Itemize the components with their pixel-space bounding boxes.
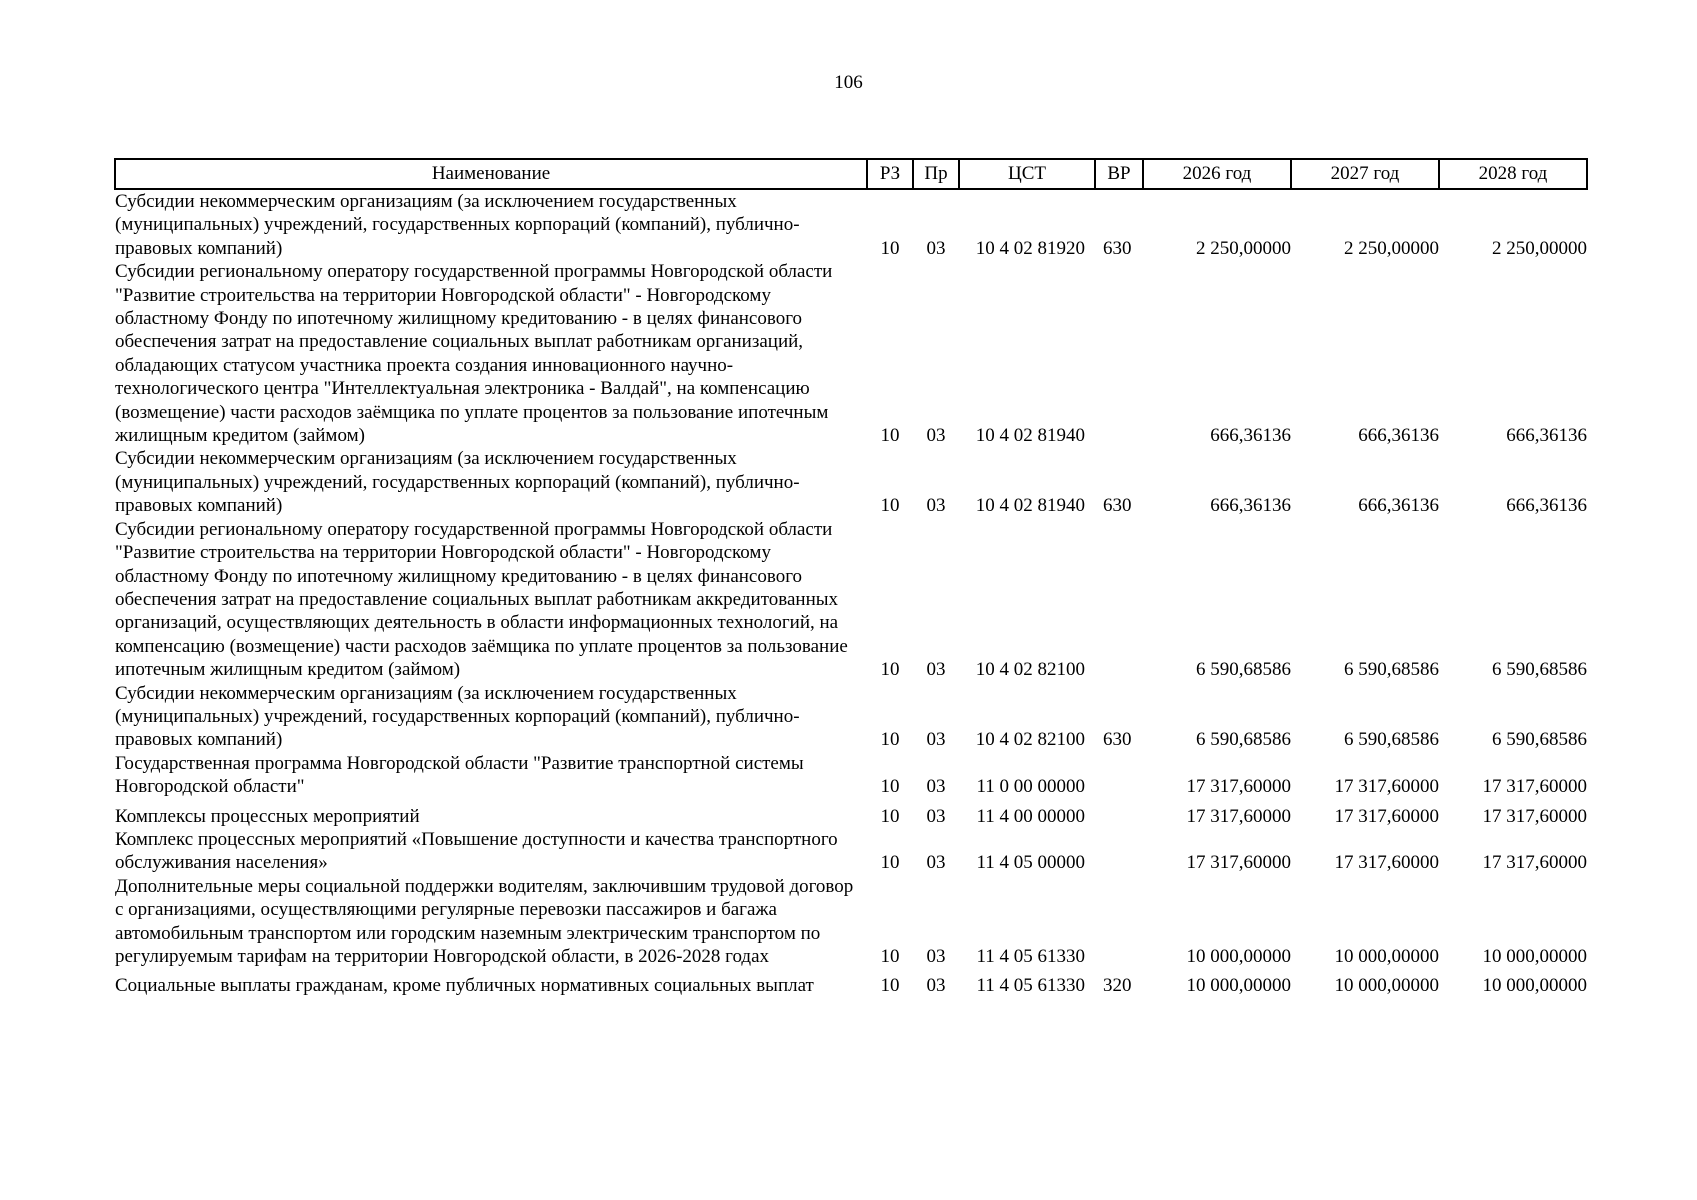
row-vr xyxy=(1095,875,1143,969)
row-2026: 6 590,68586 xyxy=(1196,659,1291,681)
row-rz: 10 xyxy=(880,659,900,681)
row-pr: 03 xyxy=(926,975,946,997)
row-2027: 666,36136 xyxy=(1358,495,1439,517)
row-rz: 10 xyxy=(880,237,900,259)
row-cst: 11 4 05 00000 xyxy=(976,852,1085,874)
row-2028: 17 317,60000 xyxy=(1482,852,1587,874)
header-cst: ЦСТ xyxy=(959,159,1095,189)
row-cst: 11 0 00 00000 xyxy=(976,776,1085,798)
row-2028: 10 000,00000 xyxy=(1482,975,1587,997)
row-2028: 2 250,00000 xyxy=(1492,237,1587,259)
row-name: Социальные выплаты гражданам, кроме публичных нормативных социальных выплат xyxy=(115,975,814,997)
table-row xyxy=(115,799,1587,828)
row-2027: 6 590,68586 xyxy=(1344,729,1439,751)
row-name: Дополнительные меры социальной поддержки водителям, заключившим трудовой договор с организациями, осуществляющими регулярные перевозки пассажиров и багажа автомобильным транспортом или городским наземным электрическим транспортом по регулируемым тарифам на территории Новгородской области, в 2026-2028 годах xyxy=(115,875,854,967)
row-2027: 10 000,00000 xyxy=(1334,946,1439,967)
table-row xyxy=(115,968,1587,997)
header-rz: РЗ xyxy=(867,159,913,189)
row-cst: 10 4 02 81920 xyxy=(975,237,1085,259)
row-cst: 10 4 02 82100 xyxy=(975,729,1085,751)
row-2027: 10 000,00000 xyxy=(1334,975,1439,997)
row-rz: 10 xyxy=(880,776,900,798)
header-2027: 2027 год xyxy=(1291,159,1439,189)
row-vr xyxy=(1095,260,1143,447)
row-vr: 630 xyxy=(1103,237,1132,259)
row-cst: 11 4 05 61330 xyxy=(976,975,1085,997)
row-name: Субсидии некоммерческим организациям (за исключением государственных (муниципальных) учреждений, государственных корпораций (компаний), публично-правовых компаний) xyxy=(115,682,800,751)
row-rz: 10 xyxy=(880,852,900,874)
row-rz: 10 xyxy=(880,729,900,751)
table-header-row xyxy=(115,159,1587,189)
row-cst: 10 4 02 82100 xyxy=(975,659,1085,681)
row-2026: 6 590,68586 xyxy=(1196,729,1291,751)
row-pr: 03 xyxy=(926,729,946,751)
row-name: Субсидии некоммерческим организациям (за исключением государственных (муниципальных) учреждений, государственных корпораций (компаний), публично-правовых компаний) xyxy=(115,448,800,517)
table-row xyxy=(115,189,1587,260)
row-2027: 2 250,00000 xyxy=(1344,237,1439,259)
row-2027: 17 317,60000 xyxy=(1334,852,1439,874)
row-name: Государственная программа Новгородской области "Развитие транспортной системы Новгородской области" xyxy=(115,752,804,798)
header-pr: Пр xyxy=(913,159,959,189)
table-row xyxy=(115,682,1587,752)
row-cst: 11 4 05 61330 xyxy=(976,946,1085,967)
row-2027: 17 317,60000 xyxy=(1334,776,1439,798)
table-row xyxy=(115,752,1587,799)
row-2026: 10 000,00000 xyxy=(1186,975,1291,997)
row-vr: 630 xyxy=(1103,495,1132,517)
row-name: Субсидии региональному оператору государственной программы Новгородской области "Развитие строительства на территории Новгородской области" - Новгородскому областному Фонду по ипотечному жилищному кредитованию - в целях финансового обеспечения затрат на предоставление социальных выплат работникам аккредитованных организаций, осуществляющих деятельность в области информационных технологий, на компенсацию (возмещение) части расходов заёмщика по уплате процентов за пользование ипотечным жилищным кредитом (займом) xyxy=(115,518,848,681)
row-2027: 666,36136 xyxy=(1358,425,1439,447)
row-2026: 2 250,00000 xyxy=(1196,237,1291,259)
row-2026: 666,36136 xyxy=(1210,495,1291,517)
row-2028: 6 590,68586 xyxy=(1492,729,1587,751)
row-vr xyxy=(1095,828,1143,875)
row-2026: 10 000,00000 xyxy=(1186,946,1291,967)
row-cst: 10 4 02 81940 xyxy=(975,495,1085,517)
row-vr xyxy=(1095,799,1143,828)
row-2026: 17 317,60000 xyxy=(1186,852,1291,874)
header-2026: 2026 год xyxy=(1143,159,1291,189)
row-2026: 17 317,60000 xyxy=(1186,776,1291,798)
row-rz: 10 xyxy=(880,975,900,997)
row-2028: 6 590,68586 xyxy=(1492,659,1587,681)
table-row xyxy=(115,260,1587,447)
page-number: 106 xyxy=(834,72,863,93)
row-rz: 10 xyxy=(880,946,900,967)
row-2026: 17 317,60000 xyxy=(1186,805,1291,827)
row-cst: 10 4 02 81940 xyxy=(975,425,1085,447)
row-pr: 03 xyxy=(926,495,946,517)
row-2028: 17 317,60000 xyxy=(1482,776,1587,798)
row-pr: 03 xyxy=(926,776,946,798)
row-2027: 17 317,60000 xyxy=(1334,805,1439,827)
row-vr: 320 xyxy=(1103,975,1132,997)
table-row xyxy=(115,875,1587,969)
row-rz: 10 xyxy=(880,425,900,447)
row-rz: 10 xyxy=(880,805,900,827)
table-row xyxy=(115,447,1587,517)
row-pr: 03 xyxy=(926,946,946,967)
row-vr xyxy=(1095,518,1143,682)
row-2028: 666,36136 xyxy=(1506,425,1587,447)
row-pr: 03 xyxy=(926,852,946,874)
row-2028: 666,36136 xyxy=(1506,495,1587,517)
row-2028: 10 000,00000 xyxy=(1482,946,1587,967)
budget-table xyxy=(114,158,1588,998)
row-vr xyxy=(1095,752,1143,799)
table-row xyxy=(115,518,1587,682)
row-name: Комплексы процессных мероприятий xyxy=(115,805,420,827)
header-2028: 2028 год xyxy=(1439,159,1587,189)
row-2027: 6 590,68586 xyxy=(1344,659,1439,681)
row-2028: 17 317,60000 xyxy=(1482,805,1587,827)
row-2026: 666,36136 xyxy=(1210,425,1291,447)
row-pr: 03 xyxy=(926,425,946,447)
header-name: Наименование xyxy=(115,159,867,189)
row-cst: 11 4 00 00000 xyxy=(976,805,1085,827)
row-pr: 03 xyxy=(926,805,946,827)
row-name: Субсидии некоммерческим организациям (за исключением государственных (муниципальных) учреждений, государственных корпораций (компаний), публично-правовых компаний) xyxy=(115,191,800,259)
row-name: Комплекс процессных мероприятий «Повышение доступности и качества транспортного обслуживания населения» xyxy=(115,828,838,874)
table-row xyxy=(115,828,1587,875)
row-pr: 03 xyxy=(926,659,946,681)
header-vr: ВР xyxy=(1095,159,1143,189)
row-pr: 03 xyxy=(926,237,946,259)
row-name: Субсидии региональному оператору государственной программы Новгородской области "Развитие строительства на территории Новгородской области" - Новгородскому областному Фонду по ипотечному жилищному кредитованию - в целях финансового обеспечения затрат на предоставление социальных выплат работникам организаций, обладающих статусом участника проекта создания инновационного научно-технологического центра "Интеллектуальная электроника - Валдай", на компенсацию (возмещение) части расходов заёмщика по уплате процентов за пользование ипотечным жилищным кредитом (займом) xyxy=(115,261,833,447)
row-rz: 10 xyxy=(880,495,900,517)
row-vr: 630 xyxy=(1103,729,1132,751)
